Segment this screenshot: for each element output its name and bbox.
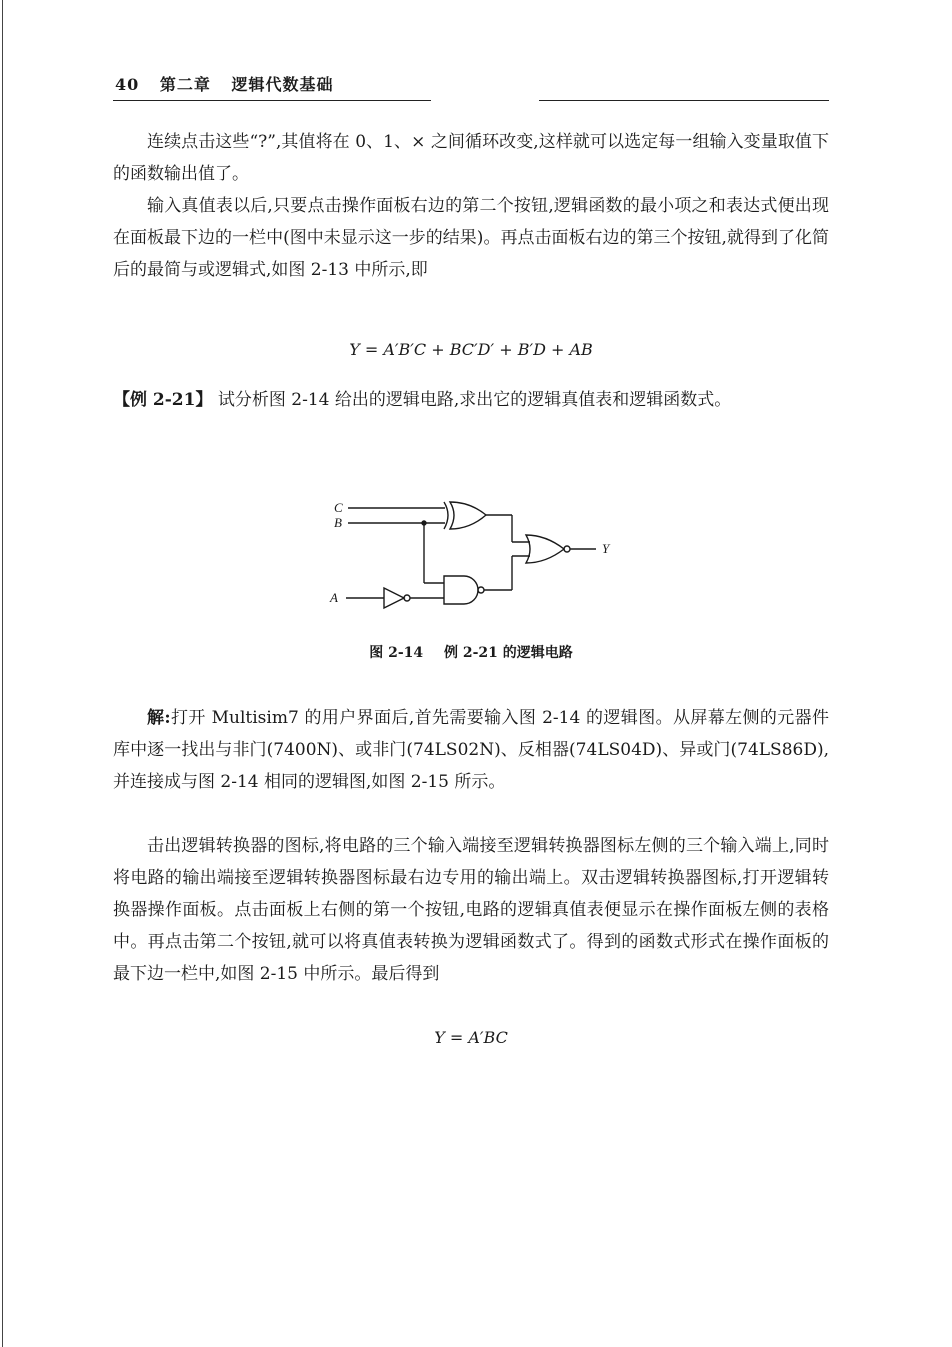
nor-gate bbox=[526, 535, 564, 563]
chapter-title: 逻辑代数基础 bbox=[231, 75, 334, 94]
example-label: 【例 2-21】 bbox=[113, 390, 213, 410]
logic-circuit-diagram bbox=[320, 488, 620, 623]
nand-bubble bbox=[478, 587, 484, 593]
scan-edge-line bbox=[2, 0, 3, 1347]
header-rule-left bbox=[113, 100, 431, 101]
paragraph-logic-converter: 击出逻辑转换器的图标,将电路的三个输入端接至逻辑转换器图标左侧的三个输入端上,同时将电路的输出端接至逻辑转换器图标最右边专用的输出端上。双击逻辑转换器图标,打开逻辑转换器操作面板。点击面板上右侧的第一个按钮,电路的逻辑真值表便显示在操作面板左侧的表格中。再点击第二个按钮,就可以将真值表转换为逻辑函数式了。得到的函数式形式在操作面板的最下边一栏中,如图 2-15 中所示。最后得到 bbox=[113, 836, 829, 984]
label-input-c: C bbox=[334, 500, 343, 515]
figure-caption bbox=[113, 642, 829, 662]
label-input-a: A bbox=[330, 590, 338, 605]
running-head bbox=[115, 72, 347, 95]
xor-gate-extra-arc bbox=[444, 502, 448, 529]
chapter-number: 第二章 bbox=[159, 75, 211, 94]
logic-circuit-figure bbox=[320, 488, 620, 623]
formula-result: Y = A′BC bbox=[434, 1028, 508, 1047]
nand-gate bbox=[444, 576, 478, 604]
figure-caption-text: 例 2-21 的逻辑电路 bbox=[444, 645, 573, 661]
paragraph-truth-table-input: 输入真值表以后,只要点击操作面板右边的第二个按钮,逻辑函数的最小项之和表达式便出现在面板最下边的一栏中(图中未显示这一步的结果)。再点击面板右边的第三个按钮,就得到了化简后的最简与或逻辑式,如图 2-13 中所示,即 bbox=[113, 196, 829, 280]
solution-text: 打开 Multisim7 的用户界面后,首先需要输入图 2-14 的逻辑图。从屏幕左侧的元器件库中逐一找出与非门(7400N)、或非门(74LS02N)、反相器(74LS04D)、异或门(74LS86D),并连接成与图 2-14 相同的逻辑图,如图 2-15 所示。 bbox=[113, 708, 830, 792]
inverter-gate bbox=[384, 588, 404, 608]
solution-label: 解: bbox=[147, 708, 171, 728]
label-output-y: Y bbox=[602, 541, 610, 556]
page-header bbox=[113, 72, 829, 104]
paragraph-cycle-values: 连续点击这些“?”,其值将在 0、1、× 之间循环改变,这样就可以选定每一组输入变量取值下的函数输出值了。 bbox=[113, 132, 829, 184]
label-input-b: B bbox=[334, 515, 342, 530]
header-rule-right bbox=[539, 100, 829, 101]
figure-number: 图 2-14 bbox=[369, 645, 424, 661]
xor-gate bbox=[450, 502, 486, 529]
formula-simplified: Y = A′B′C + BC′D′ + B′D + AB bbox=[349, 340, 593, 359]
example-text: 试分析图 2-14 给出的逻辑电路,求出它的逻辑真值表和逻辑函数式。 bbox=[217, 390, 732, 410]
page-number: 40 bbox=[115, 75, 140, 94]
example-2-21 bbox=[113, 384, 829, 416]
paragraph-solution bbox=[113, 702, 829, 798]
